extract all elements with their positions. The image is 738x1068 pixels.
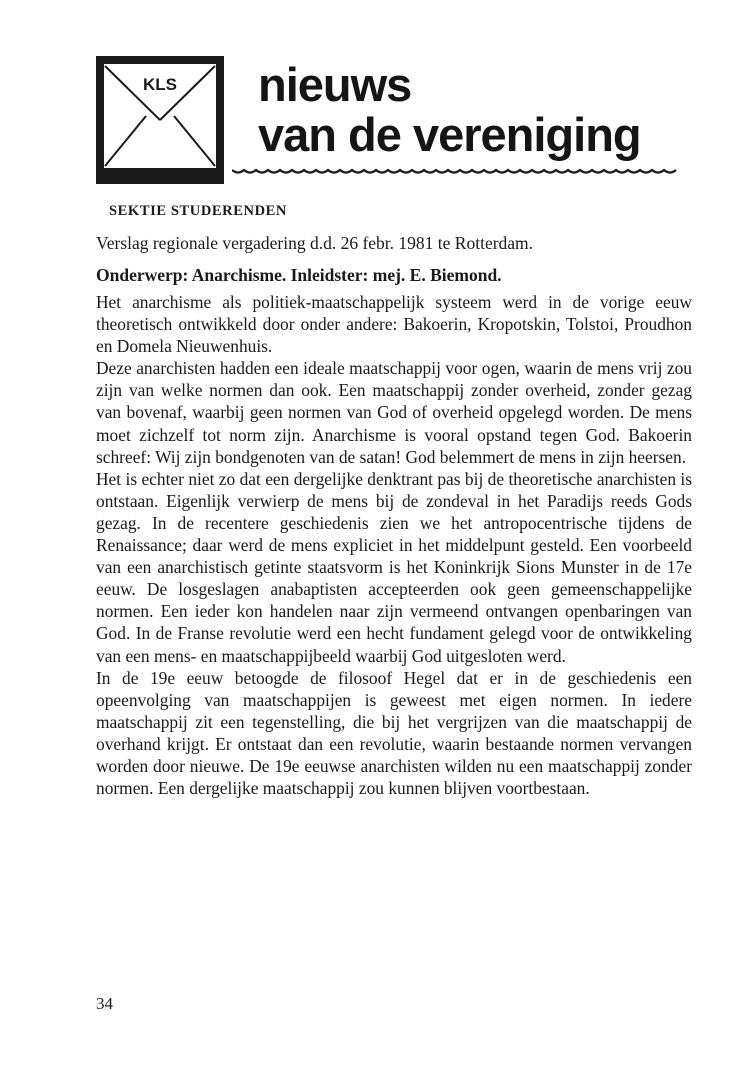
- paragraph: Deze anarchisten hadden een ideale maatschappij voor ogen, waarin de mens vrij zou zijn van welke normen dan ook. Een maatschappij zonder overheid, zonder gezag van bovenaf, waarbij geen normen van God of overheid opgelegd worden. De mens moet zichzelf tot norm zijn. Anarchisme is vooral opstand tegen God. Bakoerin schreef: Wij zijn bondgenoten van de satan! God belemmert de mens in zijn heersen.: [96, 358, 692, 467]
- wavy-rule: [232, 166, 680, 178]
- title-line-1: nieuws: [258, 58, 412, 111]
- report-subtitle: Verslag regionale vergadering d.d. 26 febr. 1981 te Rotterdam.: [96, 233, 534, 253]
- paragraph: In de 19e eeuw betoogde de filosoof Hegel dat er in de geschiedenis een opeenvolging van maatschappijen is geweest met eigen normen. In iedere maatschappij zit een tegenstelling, die bij het vergrijzen van die maatschappij de overhand krijgt. Er ontstaat dan een revolutie, waarin bestaande normen vervangen worden door nieuwe. De 19e eeuwse anarchisten wilden nu een maatschappij zonder normen. Een dergelijke maatschappij zou kunnen blijven voortbestaan.: [96, 667, 692, 799]
- title-line-2: van de vereniging: [258, 108, 641, 161]
- envelope-icon: [96, 56, 224, 184]
- logo-text: KLS: [143, 75, 177, 94]
- paragraph: Het is echter niet zo dat een dergelijke denktrant pas bij de theoretische anarchisten is ontstaan. Eigenlijk verwierp de mens bij de zondeval in het Paradijs reeds Gods gezag. In de recentere geschiedenis zien we het antropocentrische tijdens de Renaissance; daar werd de mens expliciet in het middelpunt gesteld. Een voorbeeld van een anarchistisch getinte staatsvorm is het Koninkrijk Sions Munster in de 17e eeuw. De losgeslagen anabaptisten accepteerden ook geen gemeenschappelijke normen. Een ieder kon handelen naar zijn vermeend ontvangen openbaringen van God. In de Franse revolutie werd een hecht fundament gelegd voor de ontwikkeling van een mens- en maatschappijbeeld waarbij God uitgesloten werd.: [96, 468, 692, 666]
- envelope-logo: [96, 56, 224, 184]
- section-title: SEKTIE STUDERENDEN: [109, 203, 288, 219]
- page-number: 34: [96, 994, 113, 1013]
- topic-line: Onderwerp: Anarchisme. Inleidster: mej. E. Biemond.: [96, 265, 502, 285]
- page-title: [258, 60, 641, 160]
- article-body: [96, 291, 692, 799]
- paragraph: Het anarchisme als politiek-maatschappelijk systeem werd in de vorige eeuw theoretisch ontwikkeld door onder andere: Bakoerin, Kropotskin, Tolstoi, Proudhon en Domela Nieuwenhuis.: [96, 292, 692, 357]
